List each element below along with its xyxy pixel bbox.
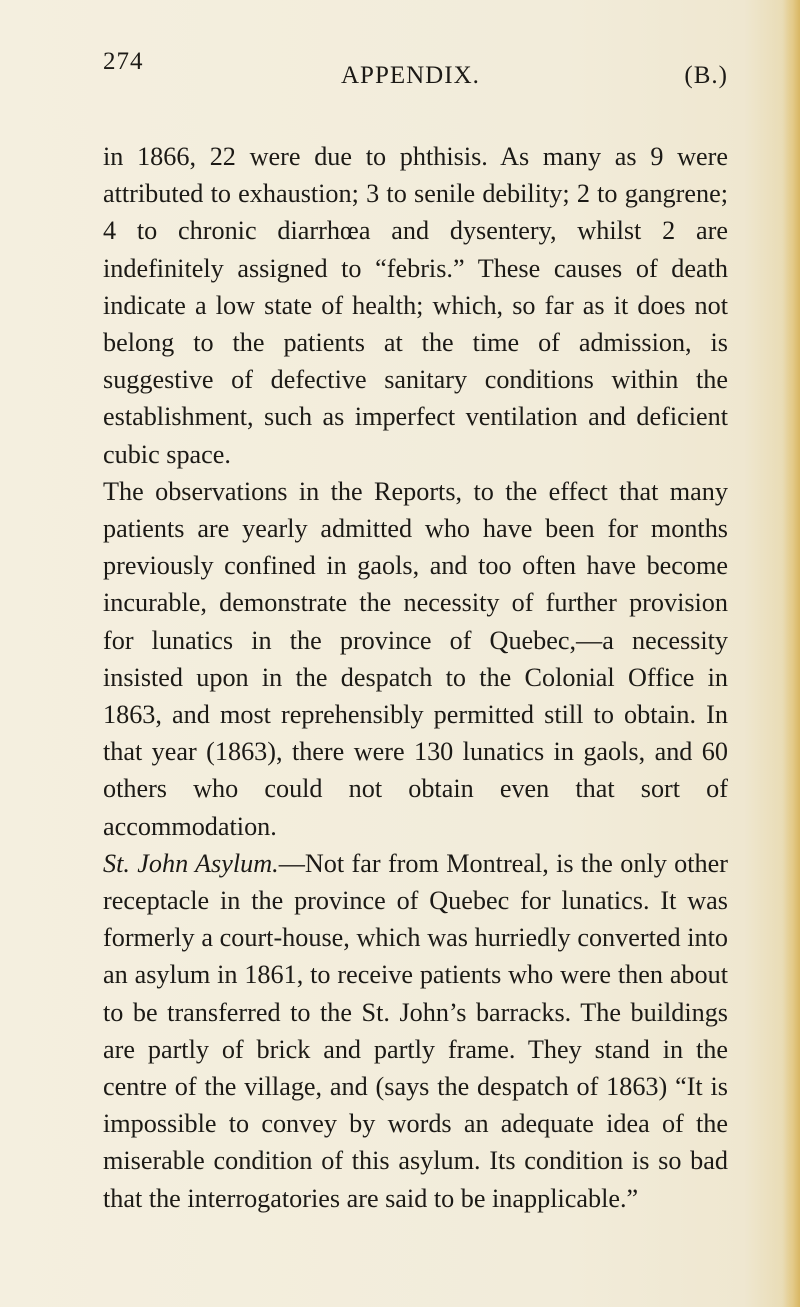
st-john-asylum-text: —Not far from Montreal, is the only other receptacle in the province of Quebec for lunatics. It was formerly a court-house, which was hurriedly converted into an asylum in 1861, to receive patients who were then about to be transferred to the St. John’s barracks. The buildings are partly of brick and partly frame. They stand in the centre of the village, and (says the despatch of 1863) “It is impossible to convey by words an adequate idea of the miserable condition of this asylum. Its condition is so bad that the interrogatories are said to be inapplicable.” — [103, 848, 728, 1213]
page-number: 274 — [103, 48, 144, 75]
page-edge-shading — [782, 0, 800, 1307]
paragraph-st-john-asylum — [103, 845, 728, 1217]
body-text — [103, 138, 728, 1217]
paragraph-gaol-observations: The observations in the Reports, to the effect that many patients are yearly admitted who have been for months previously confined in gaols, and too often have become incurable, demonstrate the necessity of further provision for lunatics in the province of Quebec,—a necessity insisted upon in the despatch to the Colonial Office in 1863, and most reprehensibly permitted still to obtain. In that year (1863), there were 130 lunatics in gaols, and 60 others who could not obtain even that sort of accommodation. — [103, 476, 728, 841]
st-john-asylum-heading: St. John Asylum. — [103, 848, 279, 878]
running-title: APPENDIX. — [341, 62, 480, 89]
section-mark: (B.) — [684, 62, 728, 89]
running-header — [103, 48, 728, 102]
paragraph-phthisis-causes: in 1866, 22 were due to phthisis. As many as 9 were attributed to exhaustion; 3 to senile debility; 2 to gangrene; 4 to chronic diarrhœa and dysentery, whilst 2 are indefinitely assigned to “febris.” These causes of death indicate a low state of health; which, so far as it does not belong to the patients at the time of admission, is suggestive of defective sanitary conditions within the establishment, such as imperfect ventilation and deficient cubic space. — [103, 142, 728, 469]
